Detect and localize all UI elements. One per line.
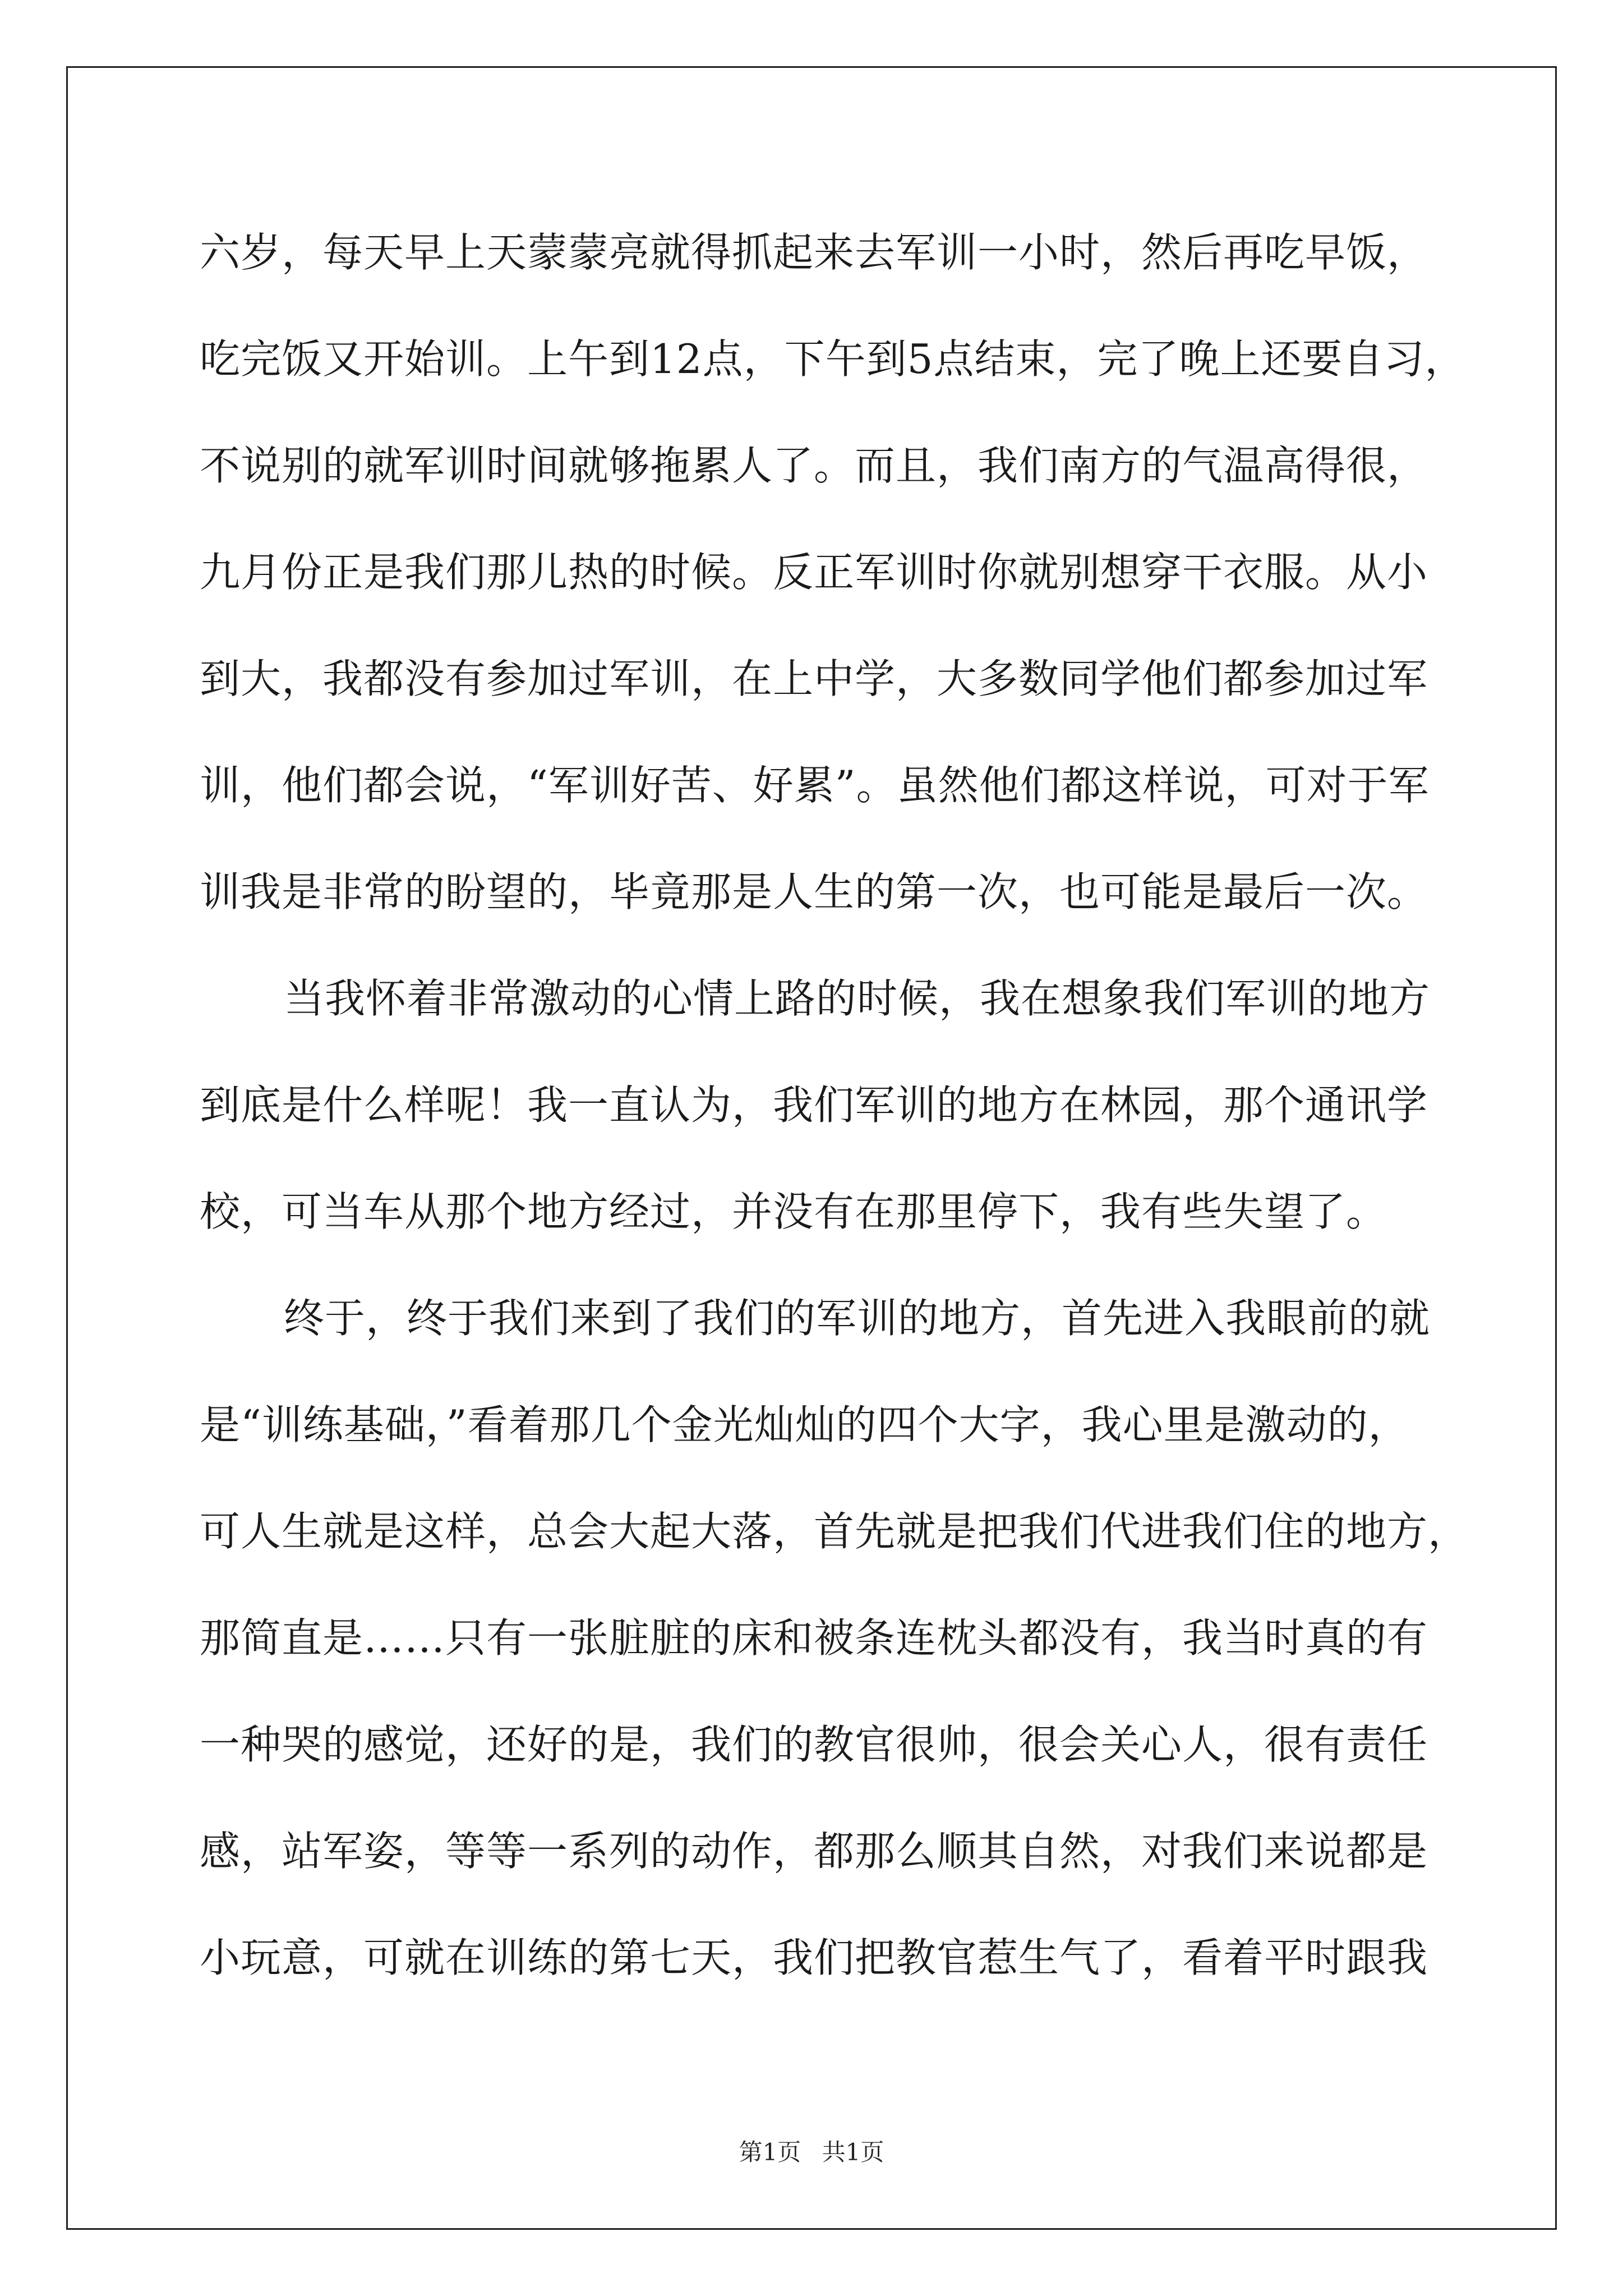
- page-footer: [0, 2136, 1623, 2169]
- text-line: 是“训练基础，”看着那几个金光灿灿的四个大字，我心里是激动的，: [200, 1401, 1409, 1448]
- text-line: 那简直是……只有一张脏脏的床和被条连枕头都没有，我当时真的有: [200, 1614, 1428, 1662]
- text-line: 不说别的就军训时间就够拖累人了。而且，我们南方的气温高得很，: [200, 442, 1428, 489]
- text-line: 九月份正是我们那儿热的时候。反正军训时你就别想穿干衣服。从小: [200, 549, 1428, 596]
- text-line: 小玩意，可就在训练的第七天，我们把教官惹生气了，看着平时跟我: [200, 1934, 1428, 1981]
- text-line: 校，可当车从那个地方经过，并没有在那里停下，我有些失望了。: [200, 1188, 1387, 1235]
- text-line: 可人生就是这样，总会大起大落，首先就是把我们代进我们住的地方，: [200, 1508, 1469, 1555]
- text-line: 吃完饭又开始训。上午到12点，下午到5点结束，完了晚上还要自习，: [200, 335, 1466, 383]
- document-body: [200, 199, 1469, 2011]
- text-line: 感，站军姿，等等一系列的动作，都那么顺其自然，对我们来说都是: [200, 1828, 1428, 1875]
- paragraph-start-line: 终于，终于我们来到了我们的军训的地方，首先进入我眼前的就: [284, 1295, 1431, 1342]
- text-line: 一种哭的感觉，还好的是，我们的教官很帅，很会关心人，很有责任: [200, 1721, 1428, 1768]
- text-line: 六岁，每天早上天蒙蒙亮就得抓起来去军训一小时，然后再吃早饭，: [200, 229, 1428, 276]
- text-line: 到底是什么样呢！我一直认为，我们军训的地方在林园，那个通讯学: [200, 1082, 1428, 1129]
- text-line: 训，他们都会说，“军训好苦、好累”。虽然他们都这样说，可对于军: [200, 762, 1430, 809]
- page-total: 共1页: [822, 2138, 884, 2166]
- page-number: 第1页: [739, 2138, 801, 2166]
- text-line: 到大，我都没有参加过军训，在上中学，大多数同学他们都参加过军: [200, 655, 1428, 702]
- paragraph-start-line: 当我怀着非常激动的心情上路的时候，我在想象我们军训的地方: [284, 975, 1431, 1022]
- text-line: 训我是非常的盼望的，毕竟那是人生的第一次，也可能是最后一次。: [200, 868, 1428, 915]
